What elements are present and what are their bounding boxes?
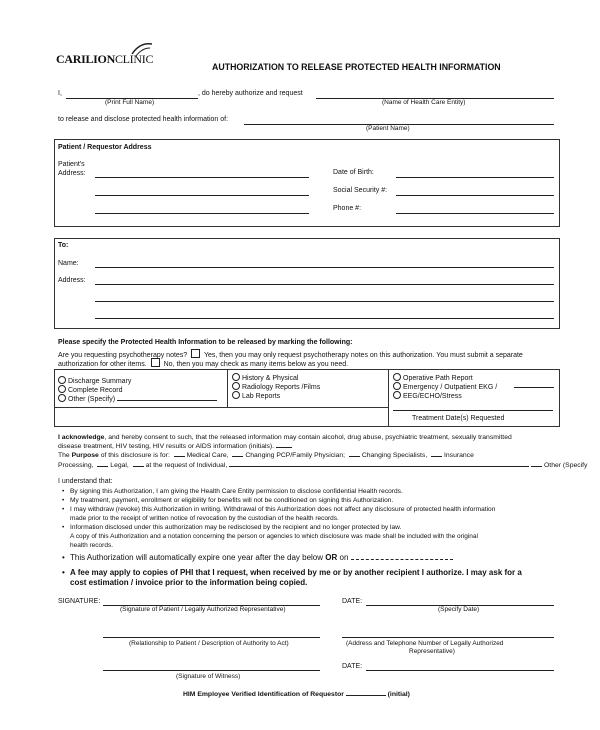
ekg-specify-field[interactable] <box>514 387 554 388</box>
phone-label: Phone #: <box>333 205 362 212</box>
patient-address-line-2[interactable] <box>95 195 309 196</box>
understand-bullet: • My treatment, payment, enrollment or eligibility for benefits will not be conditioned on signing this Authorization. <box>70 497 393 504</box>
record-label: Emergency / Outpatient EKG / <box>403 384 498 391</box>
records-divider-1 <box>227 369 228 407</box>
him-line <box>183 691 410 698</box>
treatment-dates-label: Treatment Date(s) Requested <box>412 415 505 422</box>
radio-icon[interactable] <box>232 373 240 381</box>
record-option[interactable] <box>232 391 280 400</box>
record-label: Lab Reports <box>242 393 281 400</box>
radio-icon[interactable] <box>232 391 240 399</box>
witness-date-field[interactable] <box>366 670 554 671</box>
to-address-line-3[interactable] <box>95 318 554 319</box>
initials-field[interactable] <box>276 447 292 448</box>
other-specify-label: Other (Specify <box>544 462 588 469</box>
processing-label: Processing, <box>58 462 94 469</box>
psych-question-text: Are you requesting psychotherapy notes? <box>58 352 188 359</box>
him-initial-field[interactable] <box>346 695 386 696</box>
purpose-pre: The <box>58 452 72 459</box>
changing-specialists-label: Changing Specialists, <box>361 452 428 459</box>
expire-line <box>70 553 453 562</box>
record-option[interactable] <box>393 373 473 382</box>
record-label: EEG/ECHO/Stress <box>403 393 462 400</box>
i-label: I, <box>58 90 62 97</box>
patient-address-line-1[interactable] <box>95 177 309 178</box>
record-option[interactable] <box>393 382 497 391</box>
purpose-line-2 <box>58 462 587 469</box>
acknowledge-lead: I acknowledge <box>58 434 105 441</box>
medical-care-label: Medical Care, <box>186 452 229 459</box>
record-option[interactable] <box>58 376 131 385</box>
address-caption-2: Representative) <box>409 648 455 655</box>
authorize-text: , do hereby authorize and request <box>198 90 303 97</box>
to-name-label: Name: <box>58 260 79 267</box>
insurance-check[interactable] <box>431 456 442 457</box>
specify-heading: Please specify the Protected Health Information to be released by marking the following: <box>58 339 353 346</box>
entity-caption: (Name of Health Care Entity) <box>382 99 466 106</box>
understand-bullet: • Information disclosed under this authorization may be redisclosed by the recipient and no longer protected by law. <box>70 524 401 531</box>
understand-bullet-5: A copy of this Authorization and a notation concerning the person or agencies to which disclosure was made shall be included with the original <box>70 533 478 540</box>
records-hline <box>54 407 388 408</box>
record-option[interactable] <box>393 391 462 400</box>
address-caption-1: (Address and Telephone Number of Legally Authorized <box>346 640 504 647</box>
record-label: Other (Specify) <box>68 396 116 403</box>
relationship-caption: (Relationship to Patient / Description of Authority to Act) <box>129 640 289 647</box>
to-address-line-2[interactable] <box>95 301 554 302</box>
signature-label: SIGNATURE: <box>58 598 101 605</box>
ssn-label: Social Security #: <box>333 187 388 194</box>
representative-address-field[interactable] <box>342 637 554 638</box>
record-label: Operative Path Report <box>403 375 473 382</box>
phone-field[interactable] <box>396 213 554 214</box>
ssn-field[interactable] <box>396 195 554 196</box>
patient-name-caption: (Patient Name) <box>366 125 410 132</box>
insurance-label: Insurance <box>444 452 474 459</box>
medical-care-check[interactable] <box>174 456 185 457</box>
acknowledge-text-1: , and hereby consent to such, that the released information may contain alcohol, drug abuse, psychiatric treatment, sexually transmitted <box>104 434 512 441</box>
to-name-field[interactable] <box>95 267 554 268</box>
understand-lead: I understand that: <box>58 478 113 485</box>
psych-yes-text: Yes, then you may only request psychotherapy notes on this authorization. You must submit a separate <box>203 352 523 359</box>
dob-field[interactable] <box>396 177 554 178</box>
acknowledge-text-2: disease treatment, HIV testing, HIV results or AIDS information (initials). <box>58 443 275 450</box>
to-label: To: <box>58 242 69 249</box>
purpose-post: of this disclosure is for: <box>98 452 170 459</box>
patient-box-heading: Patient / Requestor Address <box>58 144 152 151</box>
disclose-text: to release and disclose protected health information of: <box>58 116 229 123</box>
to-address-line-1[interactable] <box>95 284 554 285</box>
relationship-field[interactable] <box>103 637 320 638</box>
radio-icon[interactable] <box>393 391 401 399</box>
patient-address-line-3[interactable] <box>95 213 309 214</box>
radio-icon[interactable] <box>393 382 401 390</box>
him-initial-label: (initial) <box>387 691 410 698</box>
date-label: DATE: <box>342 598 363 605</box>
understand-bullet: • I may withdraw (revoke) this Authorization in writing. Withdrawal of this Authorization does not affect any disclosure of protected health information <box>70 506 495 513</box>
expire-text: This Authorization will automatically expire one year after the day below <box>70 553 324 562</box>
legal-label: Legal, <box>110 462 129 469</box>
logo-secondary: CLINIC <box>114 52 154 66</box>
request-individual-label: at the request of Individual, <box>145 462 228 469</box>
understand-bullet-cont: health records. <box>70 542 113 549</box>
records-divider-2 <box>388 369 389 427</box>
him-text: HIM Employee Verified Identification of Requestor <box>183 691 344 698</box>
specify-date-caption: (Specify Date) <box>438 606 480 613</box>
acknowledge-line-2 <box>58 443 292 450</box>
record-option[interactable] <box>58 385 122 394</box>
psych-no-row <box>58 358 348 368</box>
sig-caption: (Signature of Patient / Legally Authorized Representative) <box>120 606 286 613</box>
record-label: Complete Record <box>68 387 123 394</box>
record-label: Radiology Reports /Films <box>242 384 321 391</box>
radio-icon[interactable] <box>58 385 66 393</box>
page-title: AUTHORIZATION TO RELEASE PROTECTED HEALTH INFORMATION <box>212 62 501 72</box>
record-option[interactable] <box>58 394 217 403</box>
patient-address-label-2: Address: <box>58 170 86 177</box>
purpose-bold: Purpose <box>71 452 99 459</box>
patient-address-label-1: Patient's <box>58 161 85 168</box>
radio-icon[interactable] <box>58 394 66 402</box>
changing-specialists-check[interactable] <box>349 456 360 457</box>
logo-swoosh-icon <box>130 40 154 58</box>
fee-line-1: • A fee may apply to copies of PHI that I request, when received by me or by another recipient I authorize. I may ask for a <box>70 568 522 577</box>
psych-no-checkbox[interactable] <box>151 358 160 367</box>
witness-signature-field[interactable] <box>103 670 320 671</box>
dob-label: Date of Birth: <box>333 169 374 176</box>
record-option[interactable] <box>232 373 298 382</box>
other-specify-field[interactable] <box>117 400 217 401</box>
psych-yes-checkbox[interactable] <box>191 349 200 358</box>
logo <box>56 52 153 67</box>
date-label-2: DATE: <box>342 663 363 670</box>
witness-caption: (Signature of Witness) <box>176 673 241 680</box>
legal-check[interactable] <box>97 466 108 467</box>
expire-or: OR <box>325 553 338 562</box>
acknowledge-line-1 <box>58 434 512 441</box>
changing-pcp-check[interactable] <box>232 456 243 457</box>
record-label: History & Physical <box>242 375 299 382</box>
other-purpose-check[interactable] <box>531 466 542 467</box>
purpose-specify-field[interactable] <box>229 466 529 467</box>
psych-no-text: No, then you may check as many items below as you need. <box>163 361 349 368</box>
expire-on: on <box>339 553 349 562</box>
radio-icon[interactable] <box>58 376 66 384</box>
understand-bullet: • By signing this Authorization, I am giving the Health Care Entity permission to disclose confidential Health records. <box>70 488 403 495</box>
treatment-dates-field[interactable] <box>393 410 553 411</box>
fee-line-2: cost estimation / invoice prior to the information being copied. <box>70 578 308 587</box>
radio-icon[interactable] <box>232 382 240 390</box>
to-address-label: Address: <box>58 277 86 284</box>
changing-pcp-label: Changing PCP/Family Physician; <box>245 452 346 459</box>
expire-date-field[interactable] <box>351 559 453 560</box>
radio-icon[interactable] <box>393 373 401 381</box>
request-individual-check[interactable] <box>133 466 144 467</box>
understand-bullet-cont: made prior to the receipt of written notice of revocation by the custodian of the health records. <box>70 515 339 522</box>
logo-primary: CARILION <box>56 52 115 66</box>
print-name-caption: (Print Full Name) <box>105 99 155 106</box>
record-option[interactable] <box>232 382 320 391</box>
purpose-line <box>58 452 474 459</box>
psych-yes-cont: authorization for other items. <box>58 361 147 368</box>
record-label: Discharge Summary <box>68 378 132 385</box>
